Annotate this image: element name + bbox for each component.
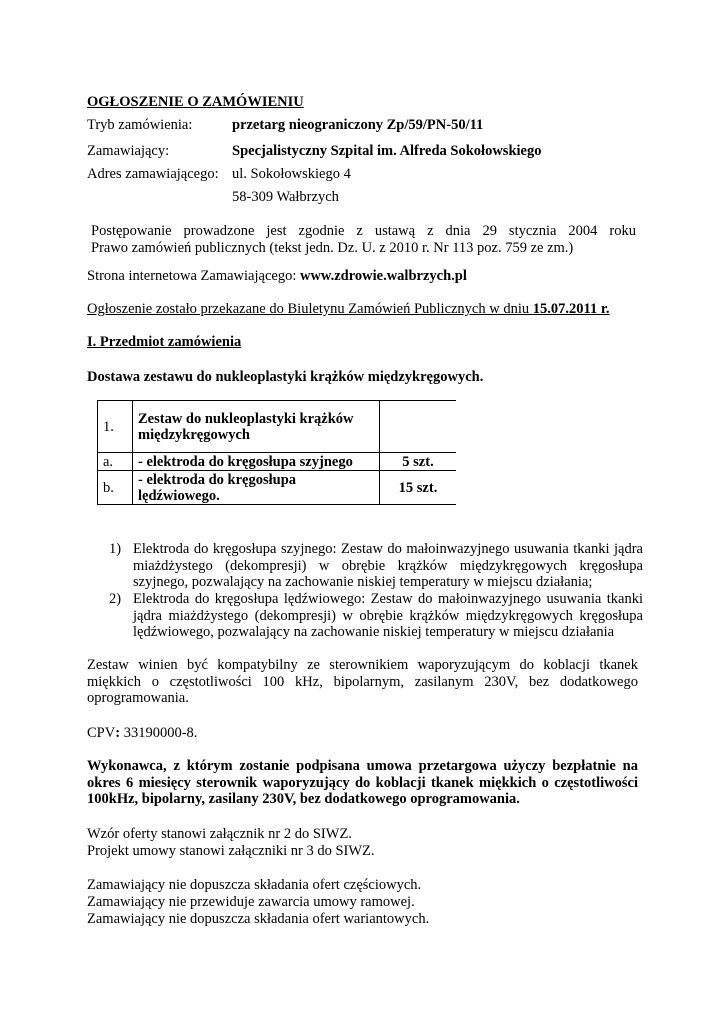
lending-line1: Wykonawca, z którym zostanie podpisana umowa przetargowa użyczy bezpłatnie na — [87, 758, 638, 774]
website-line — [87, 268, 467, 285]
list-item-number: 2) — [109, 591, 122, 607]
table-row — [98, 471, 457, 505]
lending-line2: okres 6 miesięcy sterownik waporyzujący do koblacji tkanek miękkich o częstotliwości — [87, 774, 638, 791]
item-name-line2: lędźwiowego. — [138, 487, 220, 504]
lending-line3: 100kHz, bipolarny, zasilany 230V, bez dodatkowego oprogramowania. — [87, 791, 520, 807]
adres-line1: ul. Sokołowskiego 4 — [232, 166, 351, 182]
compatibility-line2: miękkich o częstotliwości 100 kHz, bipolarnym, zasilanym 230V, bez dodatkowego — [87, 673, 638, 690]
list-item-line: szyjnego, pozwalający na zachowanie niskiej temperatury w miejscu działania; — [133, 574, 593, 590]
tryb-value: przetarg nieograniczony Zp/59/PN-50/11 — [232, 117, 484, 133]
cpv-value: 33190000-8. — [120, 725, 198, 741]
legal-basis-line2: Prawo zamówień publicznych (tekst jedn. Dz. U. z 2010 r. Nr 113 poz. 759 ze zm.) — [91, 239, 574, 256]
adres-line2: 58-309 Wałbrzych — [232, 189, 339, 205]
zamawiajacy-value: Specjalistyczny Szpital im. Alfreda Sokołowskiego — [232, 143, 542, 159]
item-name-line1: Zestaw do nukleoplastyki krążków — [138, 410, 354, 427]
zamawiajacy-label: Zamawiający: — [87, 143, 170, 159]
legal-basis-line1: Postępowanie prowadzone jest zgodnie z ustawą z dnia 29 stycznia 2004 roku — [91, 223, 636, 239]
item-name — [133, 401, 380, 453]
table-row — [98, 453, 457, 471]
lending-paragraph — [87, 758, 638, 808]
list-item-text — [133, 591, 643, 641]
legal-basis-paragraph — [91, 223, 636, 256]
item-quantity: 5 szt. — [380, 453, 457, 471]
list-item-text — [133, 541, 643, 591]
section1-heading: I. Przedmiot zamówienia — [87, 334, 242, 350]
cpv-colon: : — [115, 725, 121, 741]
item-quantity — [380, 401, 457, 453]
list-item-line: jądra miażdżystego (dekompresji) w obrębie krążków międzykręgowych kręgosłupa — [133, 607, 643, 624]
subject-line: Dostawa zestawu do nukleoplastyki krążków międzykręgowych. — [87, 369, 484, 385]
attachment-line2: Projekt umowy stanowi załączniki nr 3 do SIWZ. — [87, 843, 375, 859]
items-table — [97, 400, 456, 505]
item-quantity: 15 szt. — [380, 471, 457, 505]
list-item-number: 1) — [109, 541, 122, 557]
list-item-line: Elektroda do kręgosłupa lędźwiowego: Zestaw do małoinwazyjnego usuwania tkanki — [133, 591, 643, 607]
list-item-line: Elektroda do kręgosłupa szyjnego: Zestaw do małoinwazyjnego usuwania tkanki jądra — [133, 541, 643, 557]
restriction-line2: Zamawiający nie przewiduje zawarcia umowy ramowej. — [87, 894, 415, 910]
bulletin-line — [87, 301, 610, 318]
row-number: 1. — [98, 401, 133, 453]
bulletin-text: Ogłoszenie zostało przekazane do Biuletynu Zamówień Publicznych w dniu — [87, 301, 533, 317]
adres-label: Adres zamawiającego: — [87, 166, 219, 182]
bulletin-date: 15.07.2011 r. — [532, 301, 610, 317]
attachment-line1: Wzór oferty stanowi załącznik nr 2 do SIWZ. — [87, 826, 352, 842]
document-title: OGŁOSZENIE O ZAMÓWIENIU — [87, 94, 304, 110]
item-name-line1: - elektroda do kręgosłupa — [138, 471, 297, 488]
compatibility-line3: oprogramowania. — [87, 690, 189, 706]
table-row — [98, 401, 457, 453]
item-name-line2: międzykręgowych — [138, 426, 250, 443]
website-label: Strona internetowa Zamawiającego: — [87, 268, 300, 284]
list-item-line: miażdżystego (dekompresji) w obrębie krążków międzykręgowych kręgosłupa — [133, 557, 643, 574]
website-url[interactable]: www.zdrowie.walbrzych.pl — [299, 268, 467, 284]
cpv-label: CPV — [87, 725, 116, 741]
tryb-label: Tryb zamówienia: — [87, 117, 193, 133]
compatibility-line1: Zestaw winien być kompatybilny ze sterownikiem waporyzującym do koblacji tkanek — [87, 657, 638, 673]
cpv-line — [87, 725, 197, 742]
item-name — [133, 471, 380, 505]
row-number: a. — [98, 453, 133, 471]
restriction-line3: Zamawiający nie dopuszcza składania ofert wariantowych. — [87, 911, 430, 927]
list-item-line: lędźwiowego, pozwalający na zachowanie niskiej temperatury w miejscu działania — [133, 624, 615, 640]
restriction-line1: Zamawiający nie dopuszcza składania ofert częściowych. — [87, 877, 422, 893]
item-name: - elektroda do kręgosłupa szyjnego — [133, 453, 380, 471]
compatibility-paragraph — [87, 657, 638, 707]
row-number: b. — [98, 471, 133, 505]
